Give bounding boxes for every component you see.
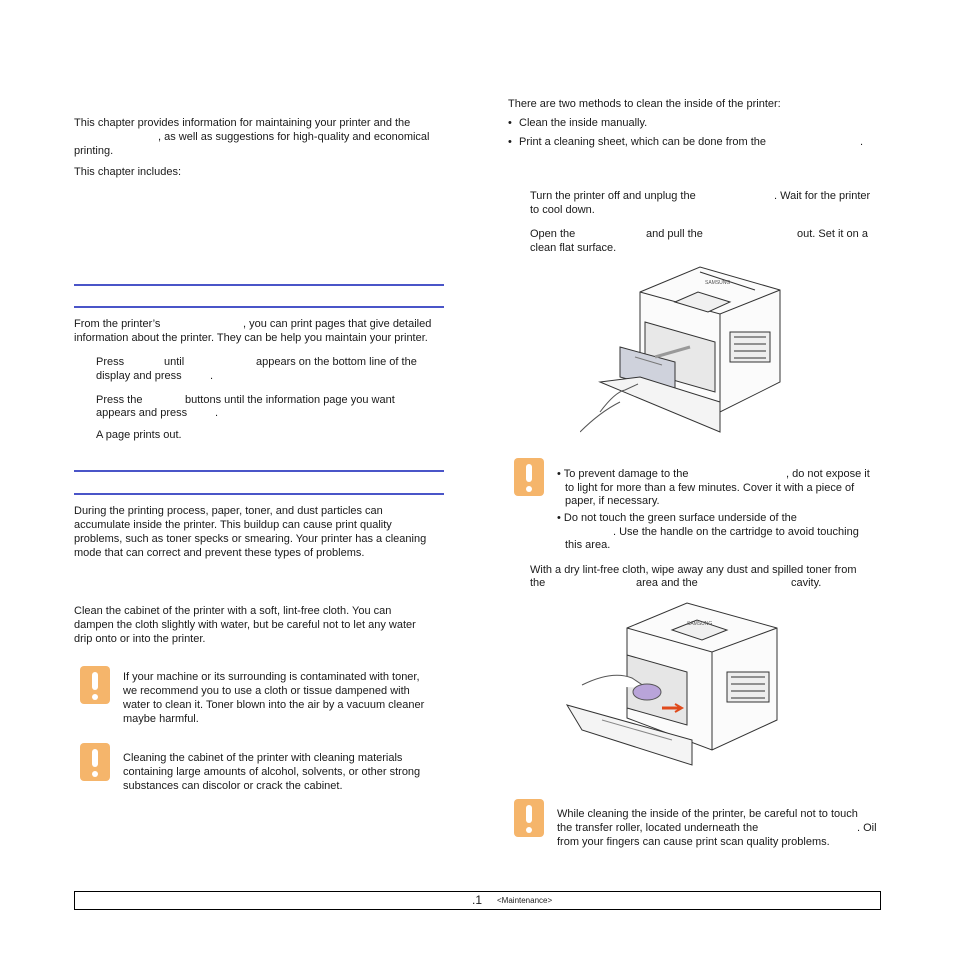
section-rule-bottom-2 — [74, 493, 444, 495]
methods-text: There are two methods to clean the inside of the printer: — [508, 98, 781, 110]
step1-display: display and press — [96, 370, 182, 382]
outside-l2: dampen the cloth slightly with water, but be careful not to let any water — [74, 619, 416, 631]
warn4-l3: from your fingers can cause print scan quality problems. — [557, 836, 830, 848]
wipe-l1: With a dry lint-free cloth, wipe away any dust and spilled toner from — [530, 564, 857, 576]
intro-line-2: , as well as suggestions for high-quality and economical — [158, 131, 430, 143]
wipe-l2a: the — [530, 577, 546, 589]
bullet-2-dot: • — [508, 136, 512, 148]
intro-line-1: This chapter provides information for maintaining your printer and the — [74, 117, 411, 129]
wipe-l2c: cavity. — [791, 577, 822, 589]
info-p1a: From the printer’s — [74, 318, 161, 330]
bullet-2a: Print a cleaning sheet, which can be done from the — [519, 136, 767, 148]
warn3-a3: to light for more than a few minutes. Cover it with a piece of — [565, 482, 855, 494]
svg-text:SAMSUNG: SAMSUNG — [705, 280, 731, 286]
warn1-l4: maybe harmful. — [123, 713, 199, 725]
warn3-a1: • To prevent damage to the — [557, 468, 689, 480]
step3-prints: A page prints out. — [96, 429, 182, 441]
step1-period: . — [210, 370, 214, 382]
warn2-l1: Cleaning the cabinet of the printer with cleaning materials — [123, 752, 403, 764]
warn3-b2: . Use the handle on the cartridge to avoid touching — [613, 526, 859, 538]
section-rule-bottom-1 — [74, 306, 444, 308]
outside-l3: drip onto or into the printer. — [74, 633, 206, 645]
page-number: .1 — [472, 893, 483, 907]
step2c: out. Set it on a — [797, 228, 868, 240]
warn3-b1: • Do not touch the green surface underside of the — [557, 512, 797, 524]
step2-period: . — [215, 407, 219, 419]
cleaning-l2: accumulate inside the printer. This buildup can cause print quality — [74, 519, 392, 531]
cleaning-l4: mode that can correct and prevent these types of problems. — [74, 547, 365, 559]
step2a: Open the — [530, 228, 576, 240]
warn1-l2: we recommend you to use a cloth or tissue dampened with — [123, 685, 410, 697]
section-rule-top-1 — [74, 284, 444, 286]
printer-cartridge-removal-illustration — [580, 262, 785, 447]
warning-icon — [514, 458, 544, 496]
step2-buttons: buttons until the information page you want — [185, 394, 395, 406]
warn1-l1: If your machine or its surrounding is contaminated with toner, — [123, 671, 420, 683]
intro-line-3: printing. — [74, 145, 114, 157]
bullet-2b: . — [860, 136, 864, 148]
warn4-l2b: . Oil — [857, 822, 877, 834]
includes-text: This chapter includes: — [74, 166, 181, 178]
info-p2: information about the printer. They can be help you maintain your printer. — [74, 332, 428, 344]
warn2-l3: substances can discolor or crack the cabinet. — [123, 780, 343, 792]
warn3-a2: , do not expose it — [786, 468, 870, 480]
page-footer — [74, 891, 881, 910]
warn4-l2a: the transfer roller, located underneath the — [557, 822, 759, 834]
warning-icon — [514, 799, 544, 837]
step2b: and pull the — [646, 228, 703, 240]
outside-l1: Clean the cabinet of the printer with a soft, lint-free cloth. You can — [74, 605, 392, 617]
step2d: clean flat surface. — [530, 242, 617, 254]
bullet-1: Clean the inside manually. — [519, 117, 648, 129]
footer-chapter-label: <Maintenance> — [497, 896, 553, 905]
warn3-b3: this area. — [565, 539, 611, 551]
wipe-l2b: area and the — [636, 577, 698, 589]
step1-until: until — [164, 356, 185, 368]
info-p1b: , you can print pages that give detailed — [243, 318, 432, 330]
warn1-l3: water to clean it. Toner blown into the air by a vacuum cleaner — [123, 699, 425, 711]
printer-wiping-illustration — [562, 600, 782, 775]
step1b: . Wait for the printer — [774, 190, 871, 202]
section-rule-top-2 — [74, 470, 444, 472]
warn4-l1: While cleaning the inside of the printer, be careful not to touch — [557, 808, 858, 820]
step2-appears: appears and press — [96, 407, 188, 419]
svg-text:SAMSUNG: SAMSUNG — [687, 621, 713, 627]
bullet-1-dot: • — [508, 117, 512, 129]
step1-press: Press — [96, 356, 125, 368]
warn3-a4: paper, if necessary. — [565, 495, 660, 507]
step1-appears: appears on the bottom line of the — [256, 356, 417, 368]
cleaning-l3: problems, such as toner specks or smearing. Your printer has a cleaning — [74, 533, 427, 545]
step1a: Turn the printer off and unplug the — [530, 190, 696, 202]
cleaning-l1: During the printing process, paper, toner, and dust particles can — [74, 505, 383, 517]
step1c: to cool down. — [530, 204, 595, 216]
warning-icon — [80, 666, 110, 704]
warning-icon — [80, 743, 110, 781]
step2-press: Press the — [96, 394, 143, 406]
warn2-l2: containing large amounts of alcohol, solvents, or other strong — [123, 766, 421, 778]
